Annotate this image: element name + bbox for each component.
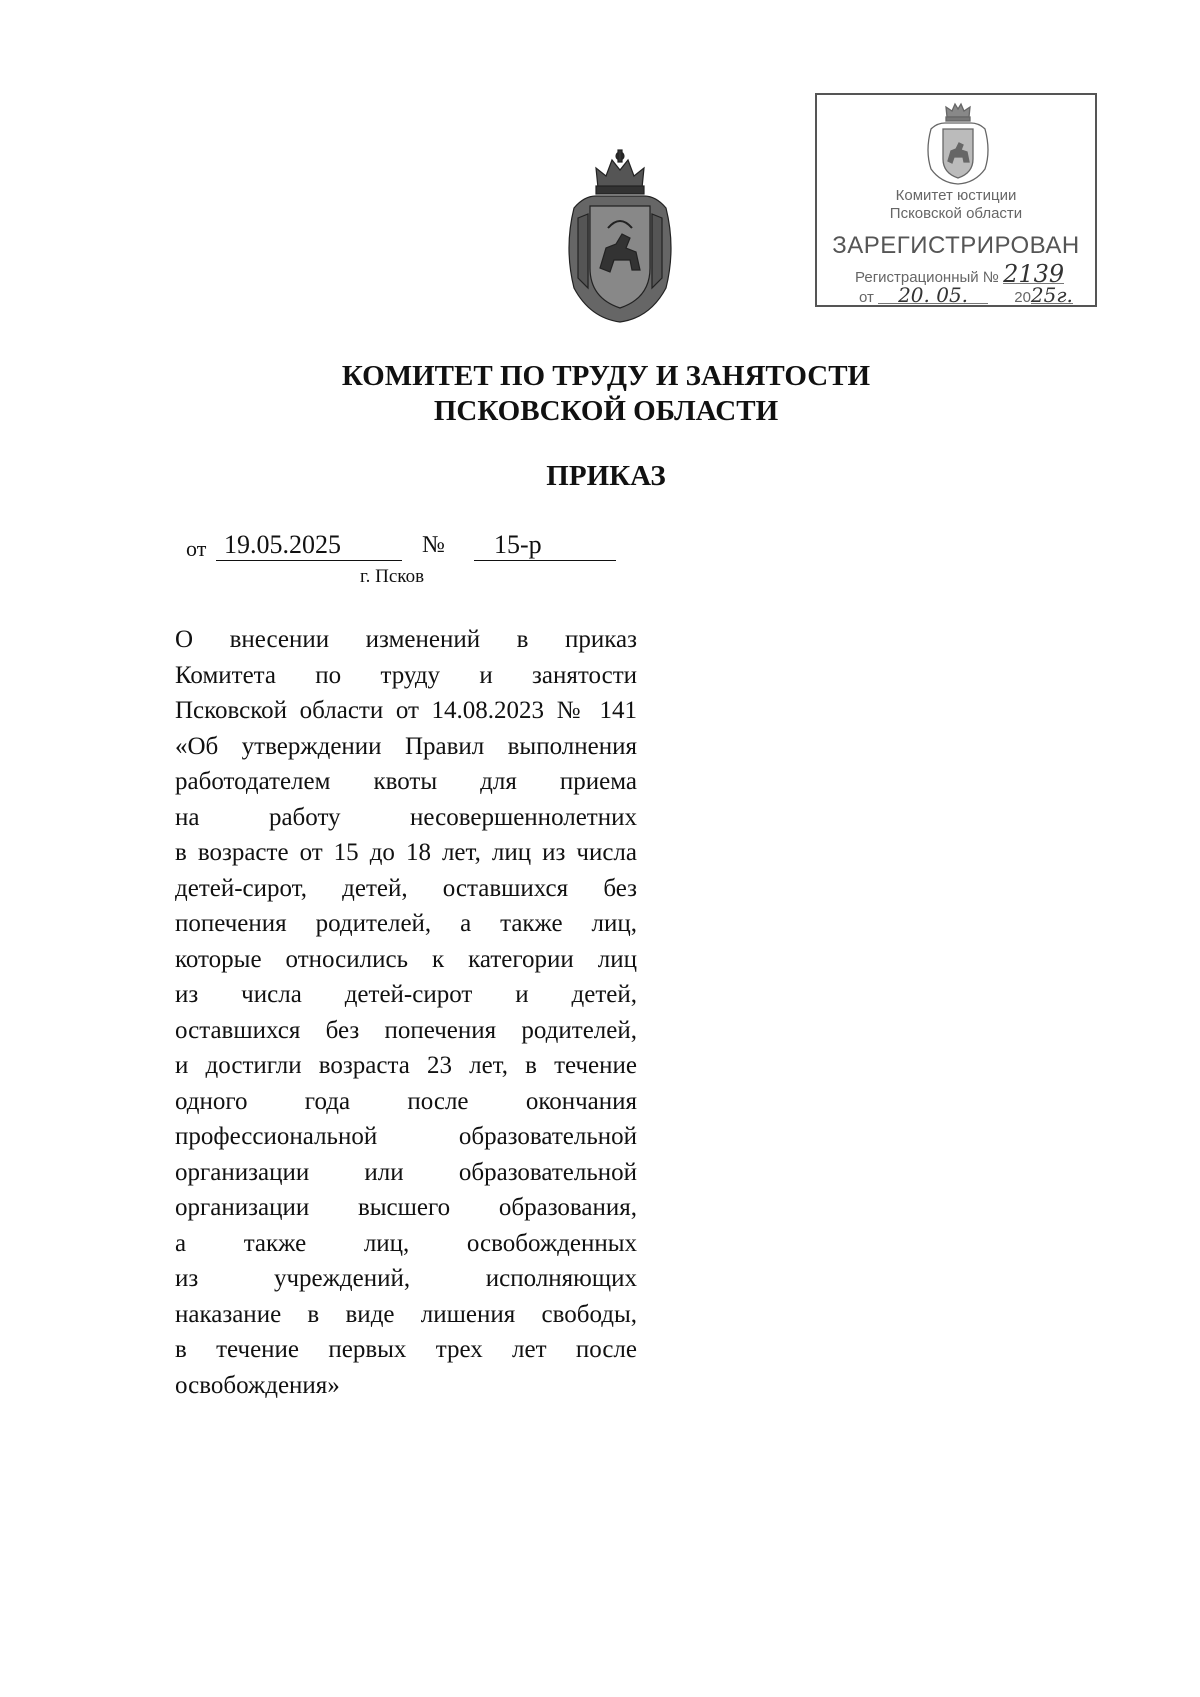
number-label: № [422,532,445,558]
stamp-year-suffix: 25г. [1030,283,1073,307]
subject-line: организации высшего образования, [175,1194,637,1221]
stamp-year-prefix: 20 [1014,289,1031,306]
order-subject [175,622,637,1403]
registration-stamp [815,93,1097,307]
subject-line: в возрасте от 15 до 18 лет, лиц из числа [175,839,637,866]
date-label: от [186,536,207,561]
subject-line: Комитета по труду и занятости [175,661,637,689]
subject-line: из числа детей-сирот и детей, [175,981,637,1008]
subject-line: в течение первых трех лет после [175,1336,637,1363]
stamp-date-prefix: от [859,289,874,306]
coat-of-arms-icon [560,148,680,324]
city: г. Псков [360,566,425,587]
stamp-reg-label: Регистрационный № [855,269,999,286]
subject-line: «Об утверждении Правил выполнения [175,732,637,760]
stamp-org-line1: Комитет юстиции [895,187,1017,204]
stamp-org-line2: Псковской области [889,205,1023,222]
document-type: ПРИКАЗ [546,460,666,492]
subject-line: Псковской области от 14.08.2023 № 141 [175,697,637,724]
subject-line: одного года после окончания [175,1087,637,1115]
order-number: 15-р [474,530,616,561]
stamp-coat-of-arms-icon [923,101,993,185]
subject-line: а также лиц, освобожденных [175,1229,637,1257]
subject-line: освобождения» [175,1371,340,1399]
subject-line: оставшихся без попечения родителей, [175,1016,637,1044]
subject-line: из учреждений, исполняющих [175,1265,637,1292]
subject-line: и достигли возраста 23 лет, в течение [175,1052,637,1079]
organization-name-line2: ПСКОВСКОЙ ОБЛАСТИ [433,395,779,427]
stamp-date-day-month: 20. 05. [878,287,988,304]
organization-name-line1: КОМИТЕТ ПО ТРУДУ И ЗАНЯТОСТИ [341,360,871,392]
subject-line: которые относились к категории лиц [175,945,637,973]
subject-line: профессиональной образовательной [175,1123,637,1150]
stamp-status: ЗАРЕГИСТРИРОВАН [832,232,1080,259]
subject-line: наказание в виде лишения свободы, [175,1300,637,1328]
subject-line: О внесении изменений в приказ [175,626,637,653]
subject-line: организации или образовательной [175,1158,637,1186]
subject-line: на работу несовершеннолетних [175,803,637,831]
subject-line: работодателем квоты для приема [175,768,637,795]
stamp-reg-number: 2139 [1003,260,1065,288]
subject-line: попечения родителей, а также лиц, [175,910,637,937]
order-date: 19.05.2025 [216,530,402,561]
subject-line: детей-сирот, детей, оставшихся без [175,874,637,902]
stamp-date-row [859,283,1073,307]
